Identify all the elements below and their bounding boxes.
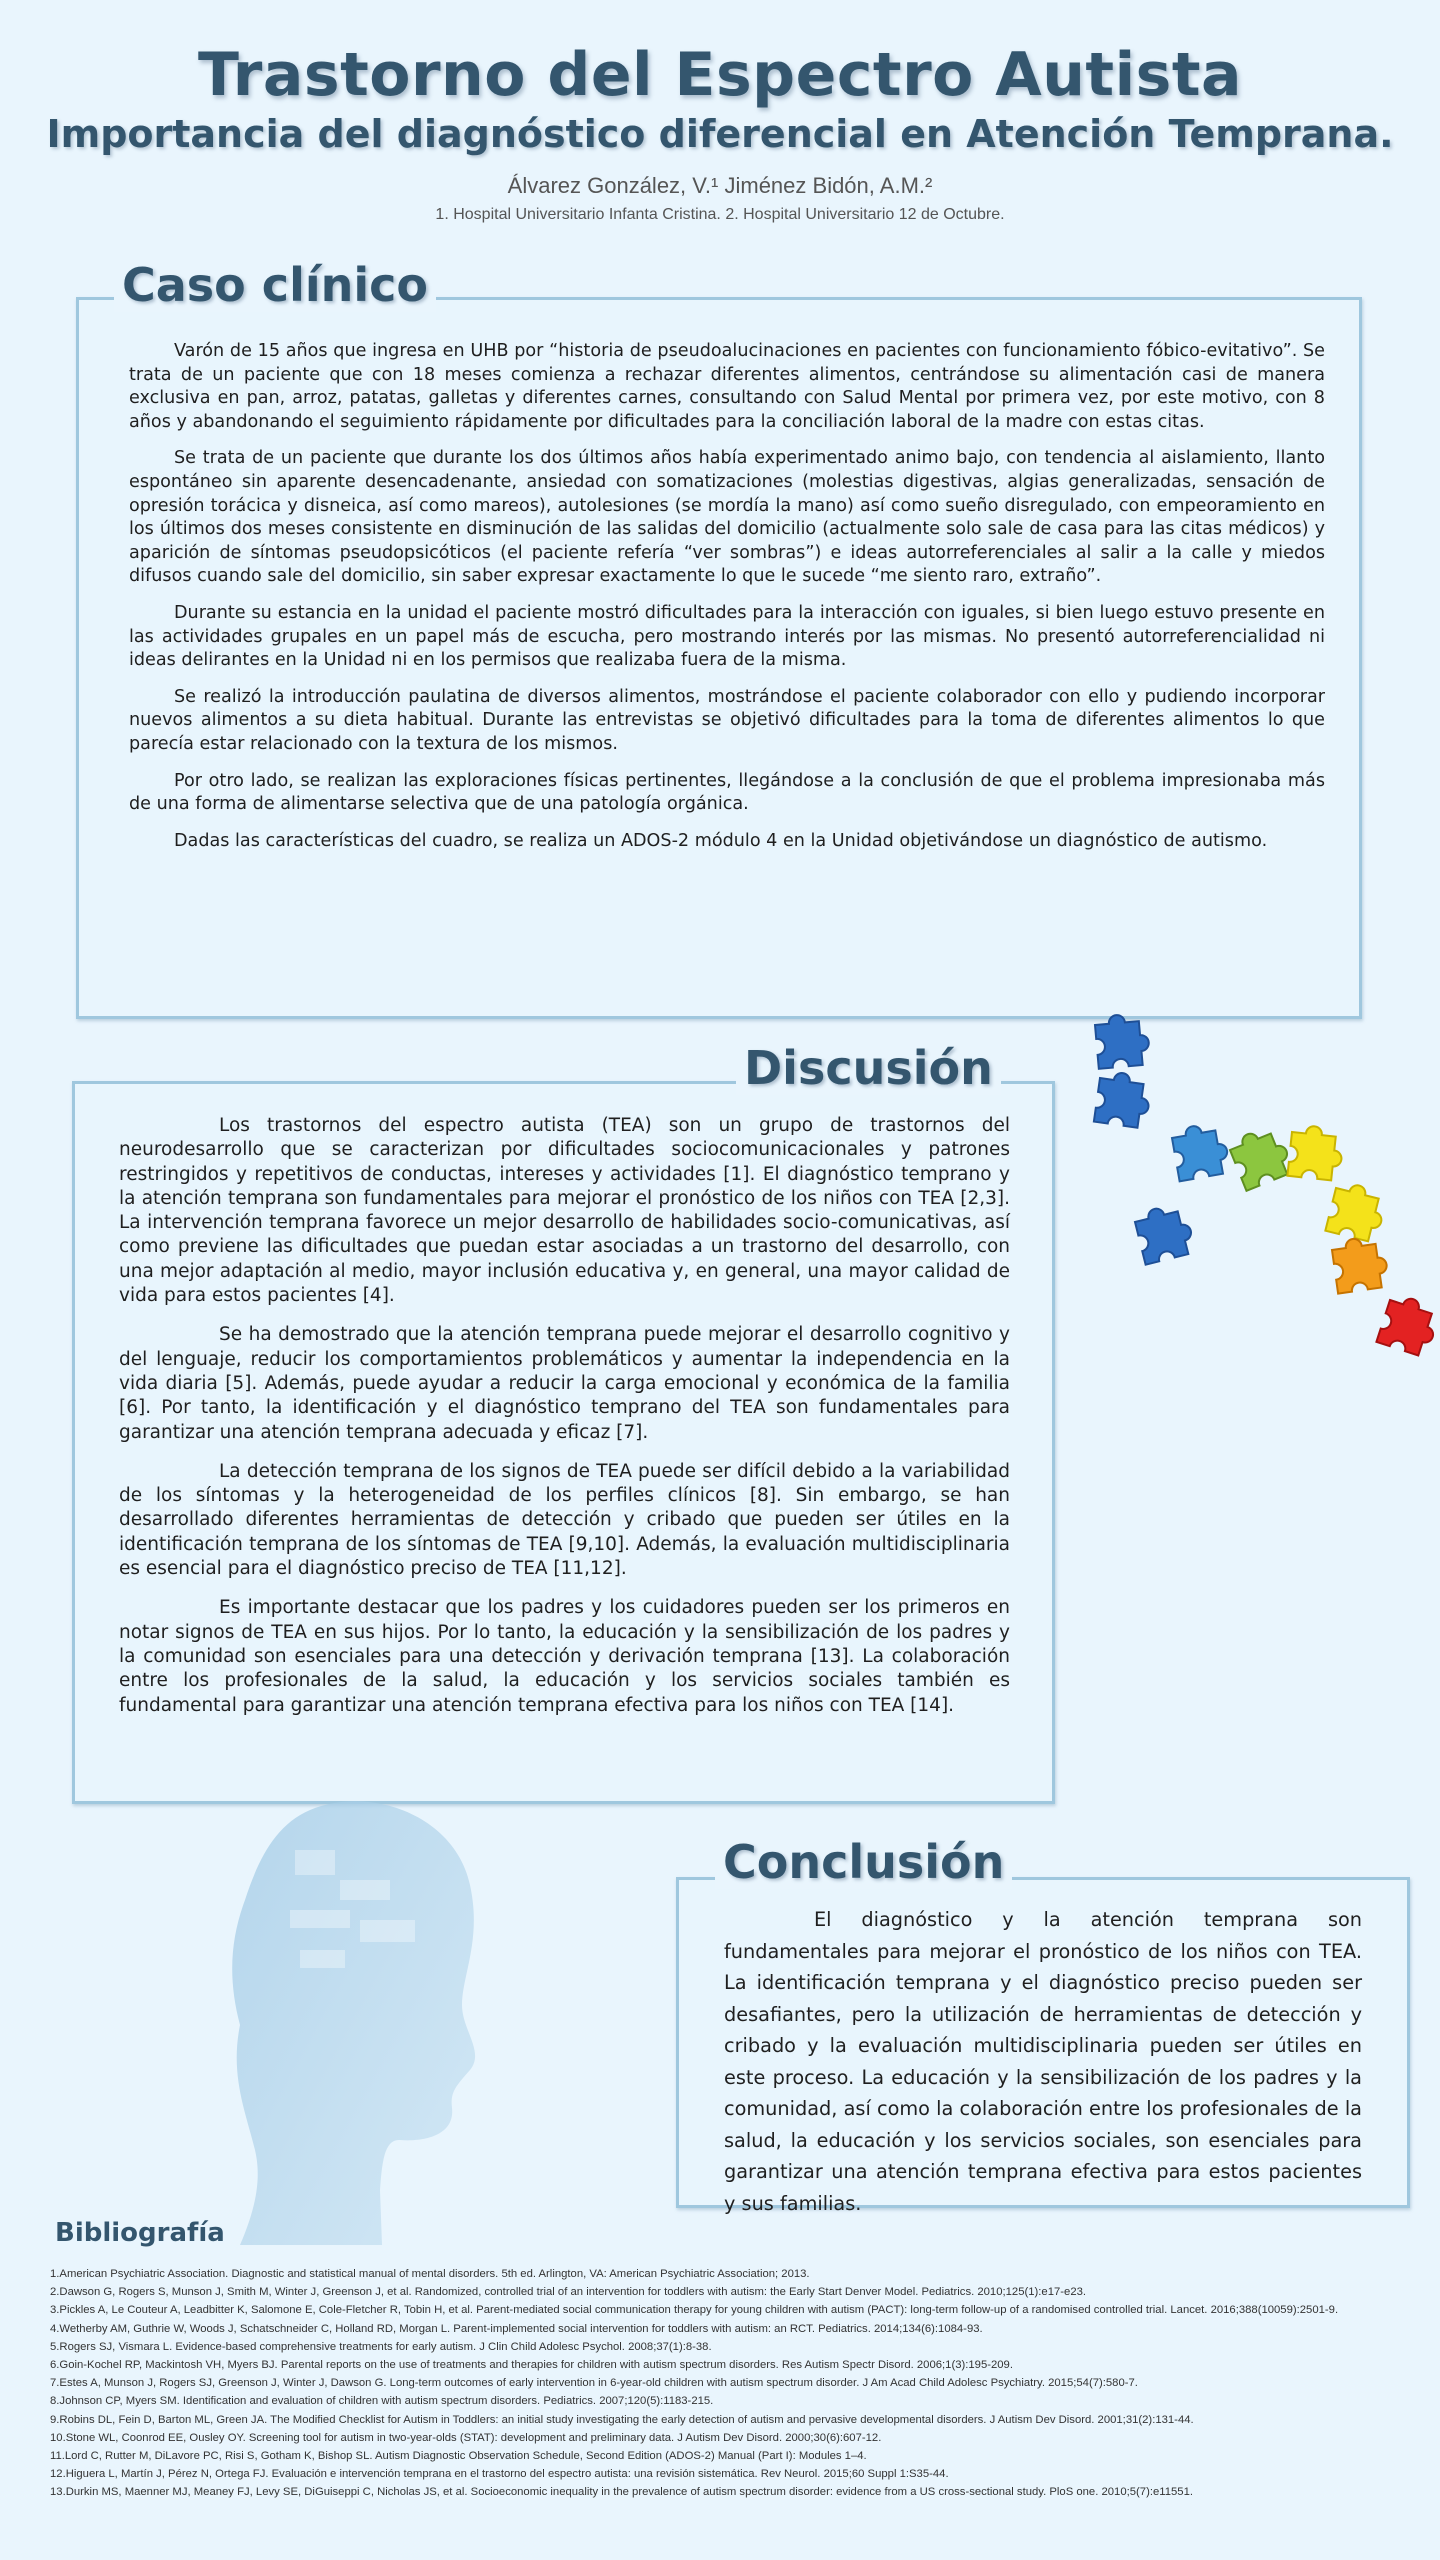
reference-item: 7.Estes A, Munson J, Rogers SJ, Greenson J, Winter J, Dawson G. Long-term outcomes of early intervention in 6-year-old children with autism spectrum disorder. J Am Acad Child Adolesc Psychiatry. 2015;54(7):580-7. xyxy=(50,2377,1138,2390)
bibliography-list xyxy=(50,2267,1390,2504)
puzzle-piece-icon xyxy=(1133,1202,1196,1265)
caso-clinico-heading: Caso clínico xyxy=(114,258,436,312)
reference-item: 1.American Psychiatric Association. Diagnostic and statistical manual of mental disorders. 5th ed. Arlington, VA: American Psychiatric Association; 2013. xyxy=(50,2268,810,2280)
conclusion-section xyxy=(676,1877,1410,2215)
reference-item: 9.Robins DL, Fein D, Barton ML, Green JA. The Modified Checklist for Autism in Toddlers: an initial study investigating the early detection of autism and pervasive developmental disorders. J Autism Dev Disord. 2001;31(2):131-44. xyxy=(50,2413,1194,2426)
conclusion-heading: Conclusión xyxy=(715,1835,1012,1889)
reference-item: 13.Durkin MS, Maenner MJ, Meaney FJ, Levy SE, DiGuiseppi C, Nicholas JS, et al. Socioeconomic inequality in the prevalence of autism spectrum disorder: evidence from a US cross-sectional study. PloS one. 2010;5(7):e11551. xyxy=(50,2486,1193,2499)
reference-item: 10.Stone WL, Coonrod EE, Ousley OY. Screening tool for autism in two-year-olds (STAT): development and preliminary data. J Autism Dev Disord. 2000;30(6):607-12. xyxy=(50,2431,882,2444)
caso-paragraph-4: Se realizó la introducción paulatina de diversos alimentos, mostrándose el paciente colaborador con ello y pudiendo incorporar nuevos alimentos a su dieta habitual. Durante las entrevistas se objetivó dificultades para la toma de diferentes alimentos lo que parecía estar relacionado con la textura de los mismos. xyxy=(129,686,1325,754)
bibliography-heading: Bibliografía xyxy=(55,2218,225,2248)
puzzle-piece-icon xyxy=(1227,1123,1295,1191)
discusion-paragraph-3: La detección temprana de los signos de TEA puede ser difícil debido a la variabilidad de los síntomas y la heterogeneidad de los perfiles clínicos [8]. Sin embargo, se han desarrollado diferentes herramientas de detección y cribado que pueden ser útiles en la identificación temprana de los síntomas de TEA [9,10]. Además, la evaluación multidisciplinaria es esencial para el diagnóstico preciso de TEA [11,12]. xyxy=(119,1460,1010,1580)
authors: Álvarez González, V.¹ Jiménez Bidón, A.M.² xyxy=(507,173,933,198)
reference-item: 11.Lord C, Rutter M, DiLavore PC, Risi S, Gotham K, Bishop SL. Autism Diagnostic Observation Schedule, Second Edition (ADOS-2) Manual (Part I): Modules 1–4. xyxy=(50,2450,867,2463)
caso-paragraph-5: Por otro lado, se realizan las exploraciones físicas pertinentes, llegándose a la conclusión de que el problema impresionaba más de una forma de alimentarse selectiva que de una patología orgánica. xyxy=(129,770,1325,815)
poster-title: Trastorno del Espectro Autista xyxy=(197,40,1243,110)
puzzle-piece-icon xyxy=(1094,1012,1150,1068)
human-head-silhouette-icon xyxy=(200,1790,500,2250)
reference-item: 5.Rogers SJ, Vismara L. Evidence-based comprehensive treatments for early autism. J Clin Child Adolesc Psychol. 2008;37(1):8-38. xyxy=(50,2340,712,2353)
conclusion-paragraph: El diagnóstico y la atención temprana son fundamentales para mejorar el pronóstico de los niños con TEA. La identificación temprana y el diagnóstico preciso pueden ser desafiantes, pero la utilización de herramientas de detección y cribado y la evaluación multidisciplinaria pueden ser útiles en este proceso. La educación y la sensibilización de los padres y la comunidad, así como la colaboración entre los profesionales de la salud, la educación y los servicios sociales, son esenciales para garantizar una atención temprana efectiva para estos pacientes y sus familias. xyxy=(724,1908,1362,2215)
poster-subtitle: Importancia del diagnóstico diferencial en Atención Temprana. xyxy=(46,112,1394,156)
caso-paragraph-3: Durante su estancia en la unidad el paciente mostró dificultades para la interacción con iguales, si bien luego estuvo presente en las actividades grupales en un papel más de escucha, pero mostrando interés por las mismas. No presentó autorreferencialidad ni ideas delirantes en la Unidad ni en los permisos que realizaba fuera de la misma. xyxy=(129,602,1325,671)
reference-item: 4.Wetherby AM, Guthrie W, Woods J, Schatschneider C, Holland RD, Morgan L. Parent-implemented social intervention for toddlers with autism: an RCT. Pediatrics. 2014;134(6):1084-93. xyxy=(50,2322,983,2335)
discusion-paragraph-2: Se ha demostrado que la atención temprana puede mejorar el desarrollo cognitivo y del lenguaje, reducir los comportamientos problemáticos y aumentar la independencia en la vida diaria [5]. Además, puede ayudar a reducir la carga emocional y económica de la familia [6]. Por tanto, la identificación y el diagnóstico temprano del TEA son fundamentales para garantizar una atención temprana adecuada y eficaz [7]. xyxy=(119,1324,1010,1443)
puzzle-pieces-decoration xyxy=(1080,1010,1440,1390)
puzzle-piece-icon xyxy=(1376,1292,1440,1358)
affiliations: 1. Hospital Universitario Infanta Cristina. 2. Hospital Universitario 12 de Octubre. xyxy=(435,206,1005,223)
reference-item: 2.Dawson G, Rogers S, Munson J, Smith M, Winter J, Greenson J, et al. Randomized, controlled trial of an intervention for toddlers with autism: the Early Start Denver Model. Pediatrics. 2010;125(1):e17-e23. xyxy=(50,2286,1087,2299)
discusion-section xyxy=(72,1081,1055,1804)
puzzle-piece-icon xyxy=(1325,1180,1388,1243)
caso-paragraph-6: Dadas las características del cuadro, se realiza un ADOS-2 módulo 4 en la Unidad objetivándose un diagnóstico de autismo. xyxy=(174,830,1268,851)
puzzle-piece-icon xyxy=(1094,1070,1153,1129)
puzzle-piece-icon xyxy=(1287,1124,1344,1181)
puzzle-piece-icon xyxy=(1331,1235,1390,1294)
reference-item: 6.Goin-Kochel RP, Mackintosh VH, Myers BJ. Parental reports on the use of treatments and therapies for children with autism spectrum disorders. Res Autism Spectr Disord. 2006;1(3):195-209. xyxy=(50,2359,1013,2372)
discusion-paragraph-1: Los trastornos del espectro autista (TEA) son un grupo de trastornos del neurodesarrollo que se caracterizan por dificultades sociocomunicacionales y patrones restringidos y repetitivos de conductas, intereses y actividades [1]. El diagnóstico temprano y la atención temprana son fundamentales para mejorar el pronóstico de los niños con TEA [2,3]. La intervención temprana favorece un mejor desarrollo de habilidades socio-comunicativas, así como previene las dificultades que puedan estar asociadas a un trastorno del desarrollo, con una mejor adaptación al medio, mayor inclusión educativa y, en general, una mayor calidad de vida para estos pacientes [4]. xyxy=(119,1115,1010,1307)
caso-clinico-section xyxy=(76,297,1362,1019)
caso-paragraph-2: Se trata de un paciente que durante los dos últimos años había experimentado animo bajo, con tendencia al aislamiento, llanto espontáneo sin aparente desencadenante, ansiedad con somatizaciones (molestias digestivas, algias generalizadas, sensación de opresión torácica y disneica, así como mareos), autolesiones (se mordía la mano) así como sueño disregulado, con empeoramiento en los últimos dos meses consistente en disminución de las salidas del domicilio (actualmente solo sale de casa para las citas médicos) y aparición de síntomas pseudopsicóticos (el paciente refería “ver sombras”) e ideas autorreferenciales al salir a la calle y miedos difusos cuando sale del domicilio, sin saber expresar exactamente lo que le sucede “me siento raro, extraño”. xyxy=(129,448,1325,587)
caso-paragraph-1: Varón de 15 años que ingresa en UHB por “historia de pseudoalucinaciones en pacientes con funcionamiento fóbico-evitativo”. Se trata de un paciente que con 18 meses comienza a rechazar diferentes alimentos, centrándose su alimentación casi de manera exclusiva en pan, arroz, patatas, galletas y diferentes carnes, consultando con Salud Mental por primera vez, por este motivo, con 8 años y abandonando el seguimiento rápidamente por dificultades para la conciliación laboral de la madre con estas citas. xyxy=(129,341,1325,432)
discusion-paragraph-4: Es importante destacar que los padres y los cuidadores pueden ser los primeros en notar signos de TEA en sus hijos. Por lo tanto, la educación y la sensibilización de los padres y la comunidad son esenciales para una detección y derivación temprana [13]. La colaboración entre los profesionales de la salud, la educación y los servicios sociales también es fundamental para garantizar una atención temprana efectiva para los niños con TEA [14]. xyxy=(119,1597,1010,1716)
puzzle-piece-icon xyxy=(1171,1121,1231,1181)
reference-item: 3.Pickles A, Le Couteur A, Leadbitter K, Salomone E, Cole-Fletcher R, Tobin H, et al. Parent-mediated social communication therapy for young children with autism (PACT): long-term follow-up of a randomised controlled trial. Lancet. 2016;388(10059):2501-9. xyxy=(50,2304,1339,2317)
reference-item: 8.Johnson CP, Myers SM. Identification and evaluation of children with autism spectrum disorders. Pediatrics. 2007;120(5):1183-215. xyxy=(50,2395,714,2408)
discusion-heading: Discusión xyxy=(736,1041,1001,1095)
reference-item: 12.Higuera L, Martín J, Pérez N, Ortega FJ. Evaluación e intervención temprana en el trastorno del espectro autista: una revisión sistemática. Rev Neurol. 2015;60 Suppl 1:S35-44. xyxy=(50,2468,949,2481)
